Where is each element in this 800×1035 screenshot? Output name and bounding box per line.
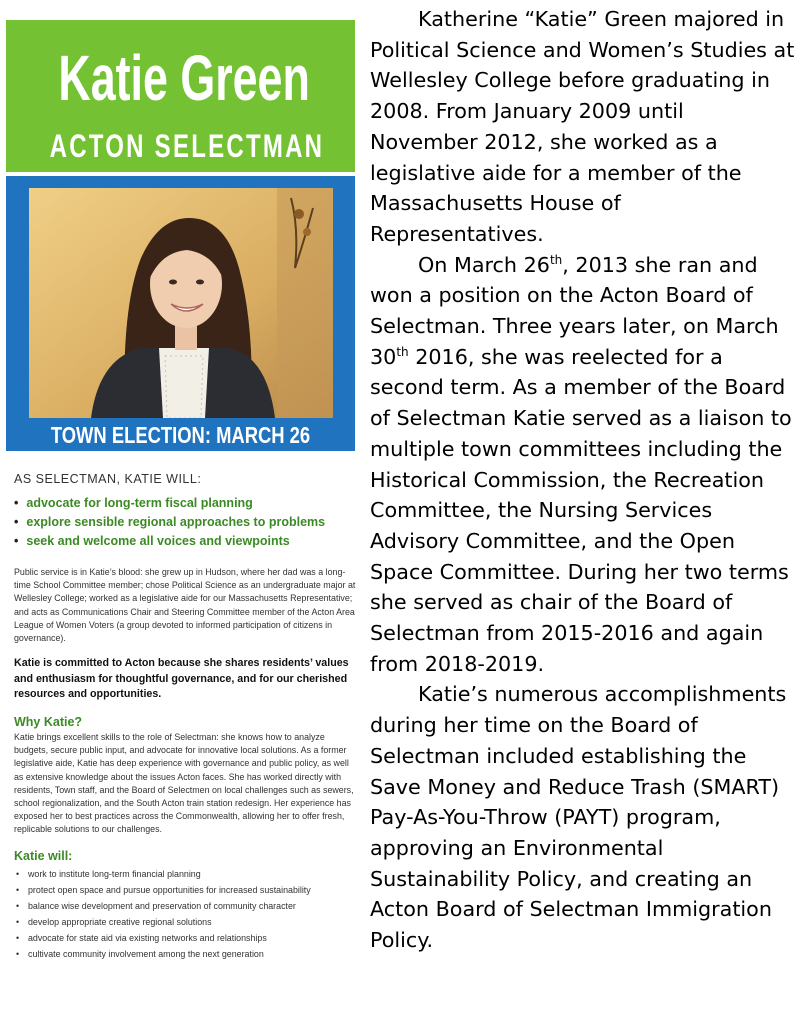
ordinal-suffix: th: [396, 344, 409, 359]
candidate-role: ACTON SELECTMAN: [49, 128, 325, 164]
priority-item: • seek and welcome all voices and viewpoints: [14, 532, 358, 551]
commitment-statement: Katie is committed to Acton because she shares residents’ values and enthusiasm for thoughtful governance, and for our cherished resources and opportunities.: [14, 657, 349, 701]
priority-item: • advocate for long-term fiscal planning: [14, 494, 358, 513]
ordinal-suffix: th: [549, 252, 563, 267]
katie-will-item: • develop appropriate creative regional solutions: [14, 914, 358, 930]
candidate-portrait-illustration: [29, 188, 333, 418]
katie-will-item: • cultivate community involvement among the next generation: [14, 946, 358, 962]
katie-will-item: • balance wise development and preservation of community character: [14, 898, 358, 914]
bio-paragraph-accomplishments: Katie’s numerous accomplishments during her time on the Board of Selectman included establishing the Save Money and Reduce Trash (SMART) Pay-As-You-Throw (PAYT) program, approving an Environmental Sustainability Policy, and creating an Acton Board of Selectman Immigration Policy.: [370, 682, 787, 953]
photo-panel: [6, 176, 355, 451]
election-text-part: On March 26: [418, 252, 550, 277]
katie-will-item: • advocate for state aid via existing networks and relationships: [14, 930, 358, 946]
priority-item: • explore sensible regional approaches to problems: [14, 513, 358, 532]
candidate-name: Katie Green: [58, 42, 310, 114]
campaign-flyer: [6, 20, 358, 1020]
priorities-list: [14, 494, 358, 551]
election-date-caption: TOWN ELECTION: MARCH 26: [50, 422, 311, 448]
election-text-part: , 2013 she ran and won a position on the Acton Board of Selectman. Three years later, on March 30: [370, 252, 779, 369]
flyer-bio-paragraph: Public service is in Katie’s blood: she grew up in Hudson, where her dad was a long-time School Committee member; chose Political Science as an undergraduate major at Wellesley College; worked as a legislative aide for our Massachusetts Representative; and acts as Communications Chair and Steering Committee member of the Acton Area League of Women Voters (a group devoted to informed participation of citizens in governance).: [14, 567, 356, 644]
katie-will-item: • work to institute long-term financial planning: [14, 866, 358, 882]
candidate-photo: [29, 188, 333, 418]
biography-column: [370, 4, 795, 956]
why-katie-heading: Why Katie?: [14, 715, 83, 729]
flyer-body: [14, 472, 358, 962]
bio-paragraph-education: Katherine “Katie” Green majored in Political Science and Women’s Studies at Wellesley College before graduating in 2008. From January 2009 until November 2012, she worked as a legislative aide for a member of the Massachusetts House of Representatives.: [370, 7, 795, 246]
flyer-banner: [6, 20, 355, 172]
katie-will-heading: Katie will:: [14, 848, 73, 863]
priorities-heading: AS SELECTMAN, KATIE WILL:: [14, 472, 202, 486]
bio-paragraph-election: [370, 250, 795, 680]
katie-will-list: [14, 866, 358, 962]
election-text-part: 2016, she was reelected for a second term. As a member of the Board of Selectman Katie served as a liaison to multiple town committees including the Historical Commission, the Recreation Committee, the Nursing Services Advisory Committee, and the Open Space Committee. During her two terms she served as chair of the Board of Selectman from 2015-2016 and again from 2018-2019.: [370, 344, 792, 676]
why-katie-paragraph: Katie brings excellent skills to the role of Selectman: she knows how to analyze budgets, secure public input, and advocate for innovative local solutions. As a former legislative aide, Katie has deep experience with governance and public policy, as well as extensive knowledge about the issues Acton faces. She has worked directly with residents, Town staff, and the Board of Selectmen on local challenges such as sewers, school regionalization, and the South Acton train station redesign. Her experience has exposed her to best practices across the Commonwealth, allowing her to offer fresh, replicable solutions to our challenges.: [14, 732, 354, 835]
katie-will-item: • protect open space and pursue opportunities for increased sustainability: [14, 882, 358, 898]
